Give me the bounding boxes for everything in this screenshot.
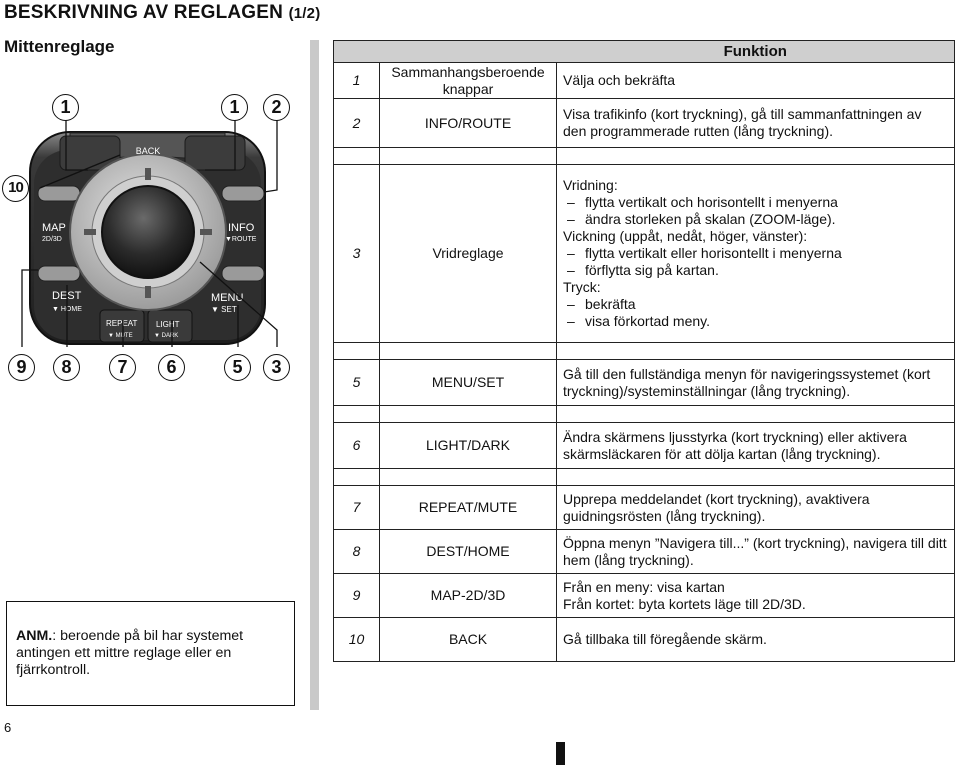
table-row <box>334 423 955 469</box>
table-header-row <box>334 41 955 63</box>
table-header-funktion: Funktion <box>557 41 955 63</box>
row-function: Gå tillbaka till föregående skärm. <box>557 618 955 662</box>
callout-3: 3 <box>263 354 290 381</box>
row-function: Visa trafikinfo (kort tryckning), gå till sammanfattningen av den programmerade rutten (lång tryckning). <box>557 99 955 148</box>
table-row <box>334 63 955 99</box>
left-pill-bottom <box>38 266 80 281</box>
control-label-info-sub: ▼ROUTE <box>225 236 257 243</box>
control-label-dest-sub: ▼ HOME <box>52 306 82 313</box>
row-num: 5 <box>334 360 380 406</box>
control-label-map-sub: 2D/3D <box>42 236 62 243</box>
callout-5: 5 <box>224 354 251 381</box>
func-line: – flytta vertikalt och horisontellt i menyerna <box>567 194 838 210</box>
row-name: LIGHT/DARK <box>380 423 557 469</box>
callout-6: 6 <box>158 354 185 381</box>
row-num: 6 <box>334 423 380 469</box>
func-line: Tryck: <box>563 279 601 295</box>
control-label-repeat-sub: ▼ MUTE <box>108 333 133 339</box>
row-name: REPEAT/MUTE <box>380 486 557 530</box>
row-num: 9 <box>334 574 380 618</box>
row-function: Upprepa meddelandet (kort tryckning), avaktivera guidningsrösten (lång tryckning). <box>557 486 955 530</box>
right-pill-bottom <box>222 266 264 281</box>
func-line: – förflytta sig på kartan. <box>567 262 719 278</box>
callout-7: 7 <box>109 354 136 381</box>
control-label-dest: DEST <box>52 290 82 302</box>
row-num: 2 <box>334 99 380 148</box>
row-function-list <box>557 165 955 343</box>
control-label-info: INFO <box>228 222 255 234</box>
row-function: Välja och bekräfta <box>557 63 955 99</box>
note-box <box>6 601 295 706</box>
callout-2: 2 <box>263 94 290 121</box>
row-name: Sammanhangsberoende knappar <box>380 63 557 99</box>
control-label-map: MAP <box>42 222 66 234</box>
table-row <box>334 486 955 530</box>
center-control-illustration <box>0 85 305 355</box>
page-title-part: (1/2) <box>288 5 321 22</box>
control-label-menu-sub: ▼ SET <box>211 305 237 314</box>
row-name: INFO/ROUTE <box>380 99 557 148</box>
left-pill-top <box>38 186 80 201</box>
row-name: DEST/HOME <box>380 530 557 574</box>
row-function: Gå till den fullständiga menyn för navigeringssystemet (kort tryckning)/systeminställningar (lång tryckning). <box>557 360 955 406</box>
table-row <box>334 99 955 148</box>
row-function: Öppna menyn ”Navigera till...” (kort tryckning), navigera till ditt hem (lång tryckning). <box>557 530 955 574</box>
table-row <box>334 530 955 574</box>
func-line: Vickning (uppåt, nedåt, höger, vänster): <box>563 228 808 244</box>
control-label-light-sub: ▼ DARK <box>154 333 179 339</box>
page-title <box>4 2 320 24</box>
page-mark <box>556 742 565 765</box>
callout-10: 10 <box>2 175 29 202</box>
callout-1-left: 1 <box>52 94 79 121</box>
control-label-back: BACK <box>135 146 161 156</box>
page-number: 6 <box>4 720 12 735</box>
callout-8: 8 <box>53 354 80 381</box>
callout-1-right: 1 <box>221 94 248 121</box>
rotary-knob <box>102 186 194 278</box>
control-label-light: LIGHT <box>156 320 180 329</box>
row-name: BACK <box>380 618 557 662</box>
function-table <box>333 40 955 662</box>
row-num: 7 <box>334 486 380 530</box>
row-function: Från en meny: visa kartan Från kortet: byta kortets läge till 2D/3D. <box>557 574 955 618</box>
row-num: 8 <box>334 530 380 574</box>
callout-9: 9 <box>8 354 35 381</box>
control-label-repeat: REPEAT <box>106 319 138 328</box>
divider-bar <box>310 40 319 710</box>
row-name: Vridreglage <box>380 165 557 343</box>
func-line: – visa förkortad meny. <box>567 313 711 329</box>
row-function: Ändra skärmens ljusstyrka (kort tryckning) eller aktivera skärmsläckaren för att dölja kartan (lång tryckning). <box>557 423 955 469</box>
row-num: 3 <box>334 165 380 343</box>
row-num: 1 <box>334 63 380 99</box>
section-title: Mittenreglage <box>4 37 115 56</box>
row-name: MAP-2D/3D <box>380 574 557 618</box>
row-name: MENU/SET <box>380 360 557 406</box>
func-line: – flytta vertikalt eller horisontellt i menyerna <box>567 245 842 261</box>
func-line: – ändra storleken på skalan (ZOOM-läge). <box>567 211 836 227</box>
func-line: – bekräfta <box>567 296 636 312</box>
row-num: 10 <box>334 618 380 662</box>
note-text: : beroende på bil har systemet antingen ett mittre reglage eller en fjärrkontroll. <box>16 628 244 678</box>
table-row <box>334 360 955 406</box>
table-row <box>334 574 955 618</box>
right-pill-top <box>222 186 264 201</box>
table-row <box>334 618 955 662</box>
func-line: Vridning: <box>563 177 618 193</box>
control-label-menu: MENU <box>211 292 244 304</box>
page-title-text: BESKRIVNING AV REGLAGEN <box>4 2 284 23</box>
table-row <box>334 165 955 343</box>
note-label: ANM. <box>16 628 53 644</box>
